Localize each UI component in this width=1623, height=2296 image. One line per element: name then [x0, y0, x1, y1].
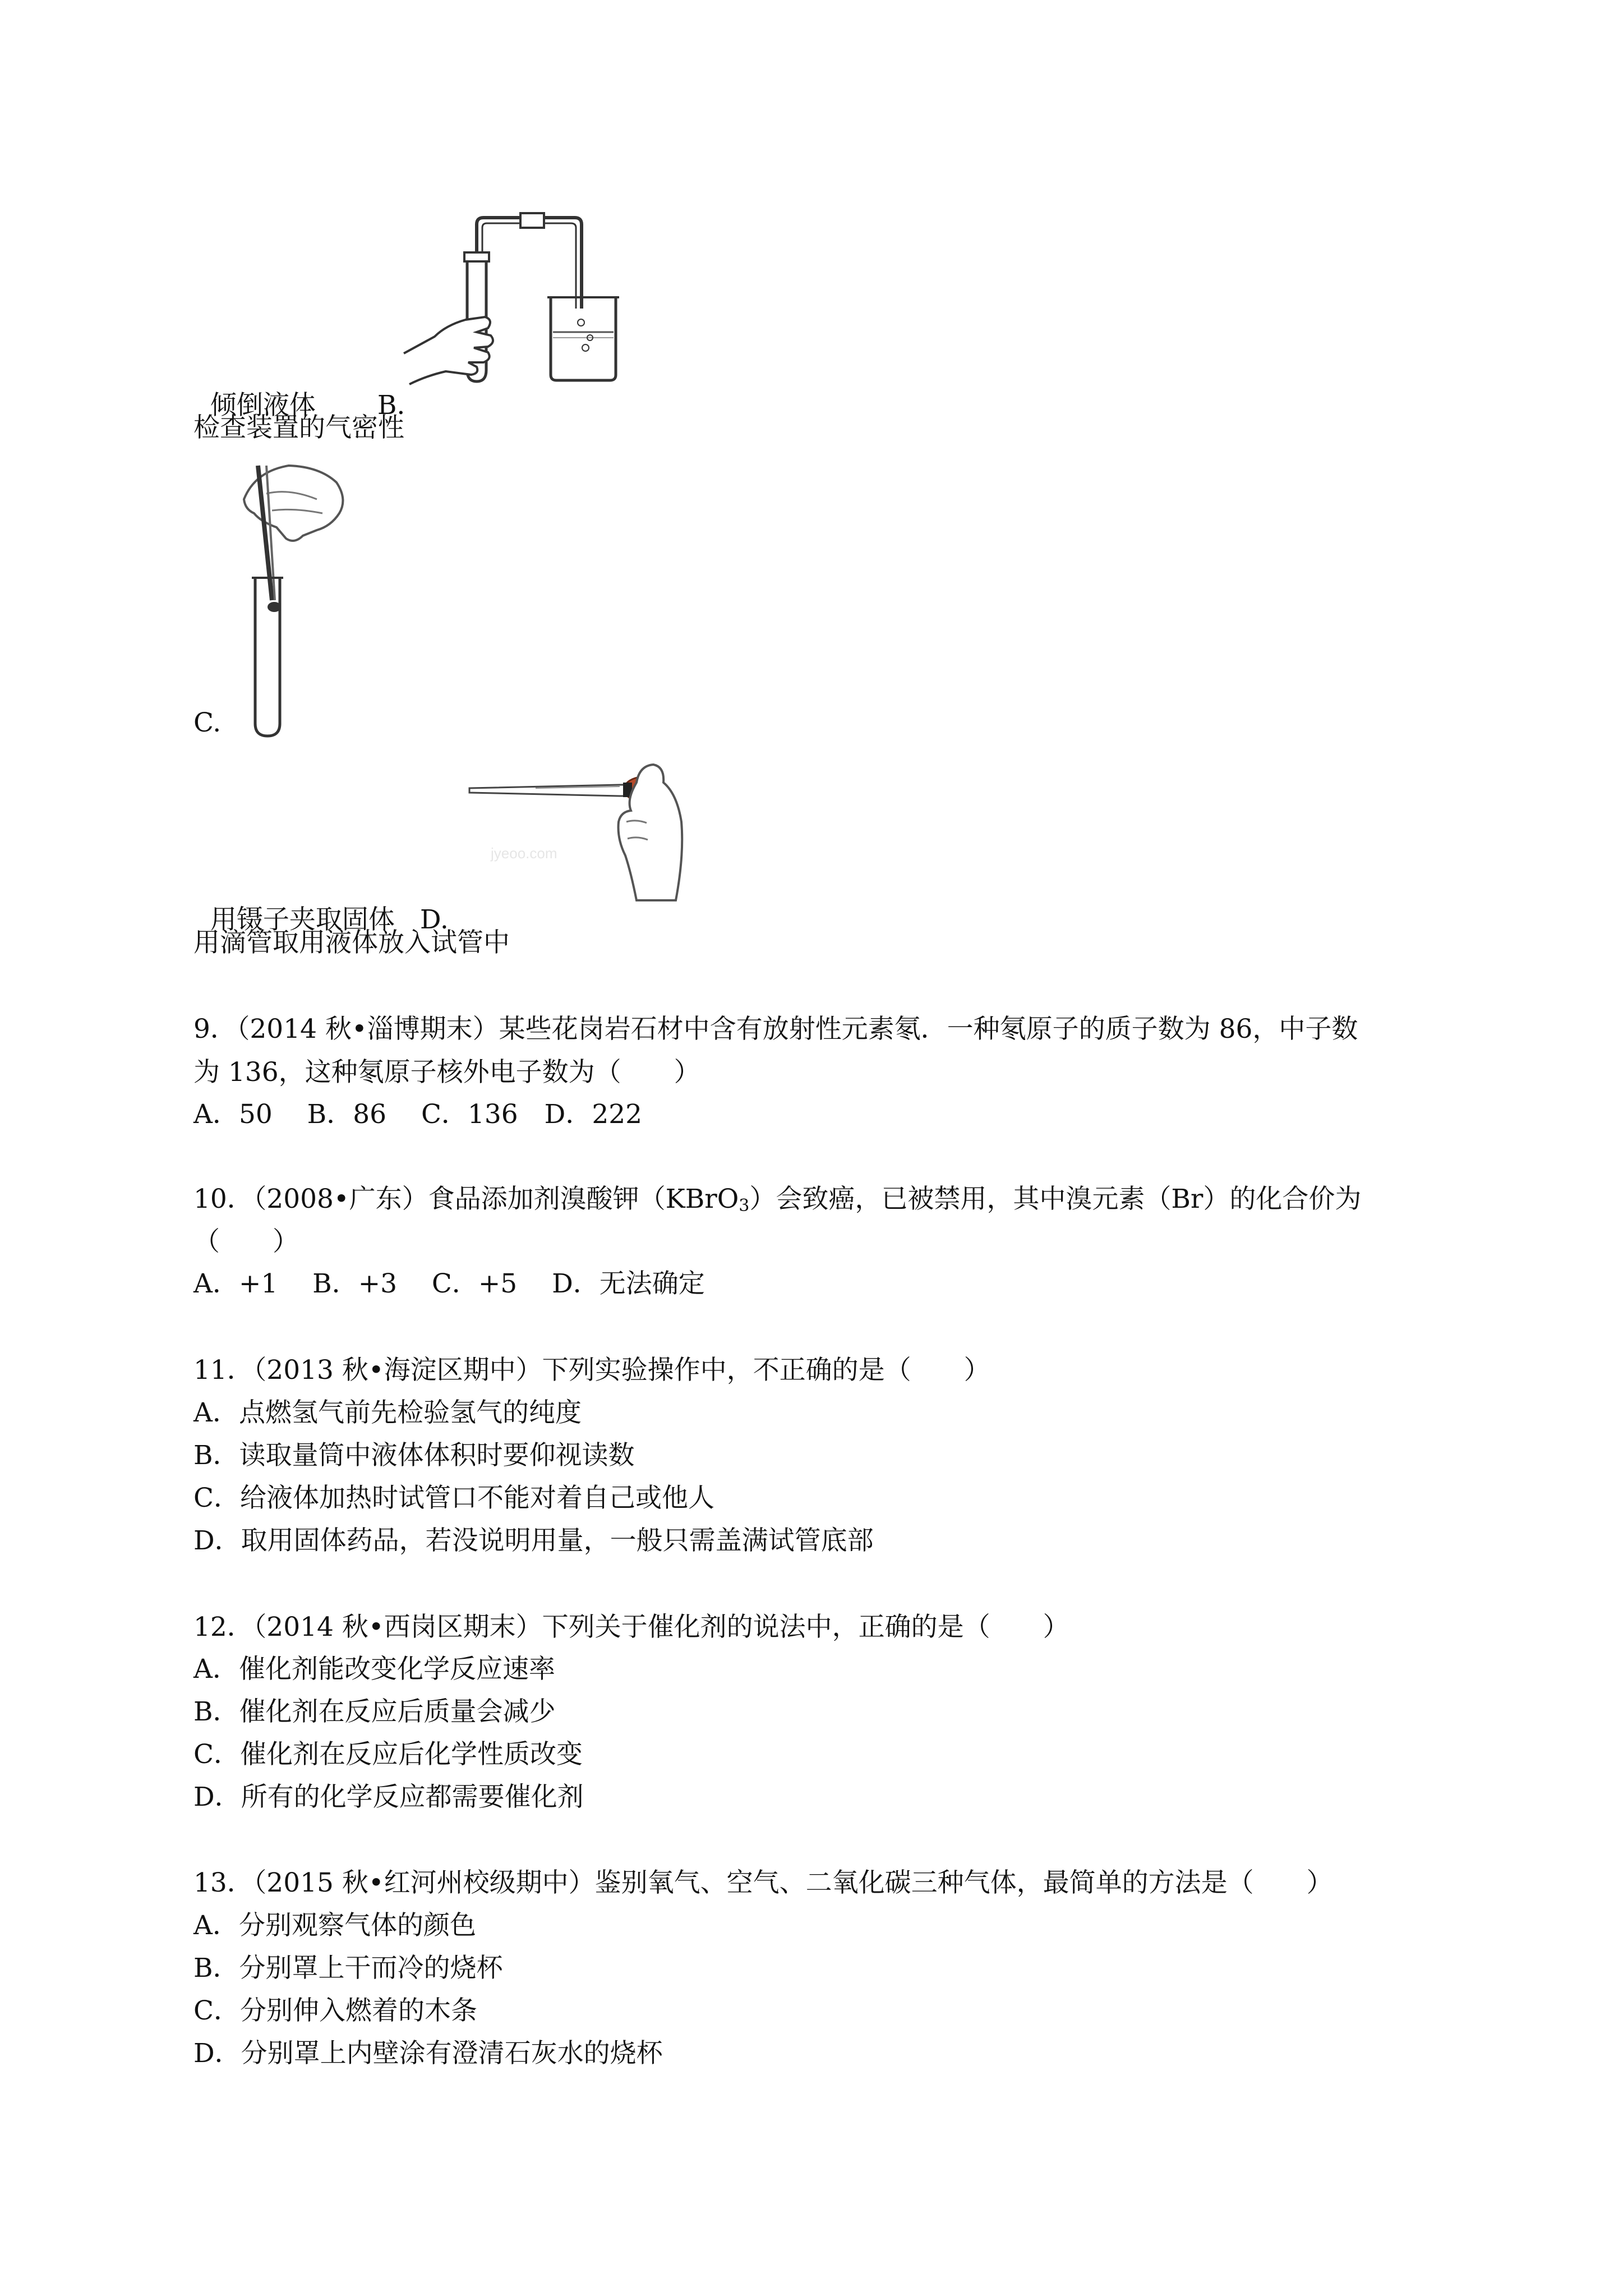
option-c-letter: C. — [193, 707, 222, 738]
question-13-option-c: C．分别伸入燃着的木条 — [193, 1995, 477, 2026]
question-11-option-c: C．给液体加热时试管口不能对着自己或他人 — [193, 1483, 714, 1513]
watermark-text: jyeoo.com — [491, 845, 557, 862]
question-12-option-c: C．催化剂在反应后化学性质改变 — [193, 1739, 583, 1770]
option-b-letter: B. — [377, 390, 405, 421]
subscript-3: 3 — [739, 1196, 750, 1216]
question-9-stem-line-2: 为 136，这种氡原子核外电子数为（ ） — [193, 1057, 700, 1088]
option-c-label: 用镊子夹取固体 — [210, 904, 395, 935]
question-12-option-a: A．催化剂能改变化学反应速率 — [193, 1654, 555, 1685]
question-11-option-b: B．读取量筒中液体体积时要仰视读数 — [193, 1440, 635, 1471]
airtightness-apparatus-figure — [393, 208, 628, 387]
question-10-stem-line-2: （ ） — [193, 1226, 299, 1257]
question-10-options: A．+1 B．+3 C．+5 D．无法确定 — [193, 1268, 705, 1299]
question-10-stem-end: ）会致癌，已被禁用，其中溴元素（Br）的化合价为 — [749, 1184, 1362, 1214]
question-13-option-b: B．分别罩上干而冷的烧杯 — [193, 1953, 503, 1984]
option-d-letter: D. — [419, 904, 449, 935]
question-11-stem: 11．（2013 秋•海淀区期中）下列实验操作中，不正确的是（ ） — [193, 1355, 990, 1386]
question-9-options: A．50 B．86 C．136 D．222 — [193, 1099, 643, 1130]
question-9-stem-line-1: 9．（2014 秋•淄博期末）某些花岗岩石材中含有放射性元素氡．一种氡原子的质子数为 86，中子数 — [193, 1014, 1358, 1045]
question-11-option-d: D．取用固体药品，若没说明用量，一般只需盖满试管底部 — [193, 1525, 874, 1556]
question-12-option-b: B．催化剂在反应后质量会减少 — [193, 1696, 556, 1727]
dropper-figure — [468, 760, 698, 903]
option-b-label: 检查装置的气密性 — [193, 412, 404, 443]
question-13-option-d: D．分别罩上内壁涂有澄清石灰水的烧杯 — [193, 2038, 663, 2069]
question-11-option-a: A．点燃氢气前先检验氢气的纯度 — [193, 1397, 582, 1428]
question-10-stem-line-1 — [193, 1182, 1361, 1223]
option-d-label: 用滴管取用液体放入试管中 — [193, 927, 510, 958]
option-a-label: 倾倒液体 — [210, 390, 316, 421]
question-10-stem-start: 10．（2008•广东）食品添加剂溴酸钾（KBrO — [193, 1184, 739, 1214]
question-12-option-d: D．所有的化学反应都需要催化剂 — [193, 1782, 584, 1812]
question-12-stem: 12．（2014 秋•西岗区期末）下列关于催化剂的说法中，正确的是（ ） — [193, 1612, 1069, 1642]
tweezers-test-tube-figure — [233, 460, 356, 738]
question-13-option-a: A．分别观察气体的颜色 — [193, 1910, 476, 1941]
question-13-stem: 13．（2015 秋•红河州校级期中）鉴别氧气、空气、二氧化碳三种气体，最简单的方法是（ ） — [193, 1867, 1333, 1898]
